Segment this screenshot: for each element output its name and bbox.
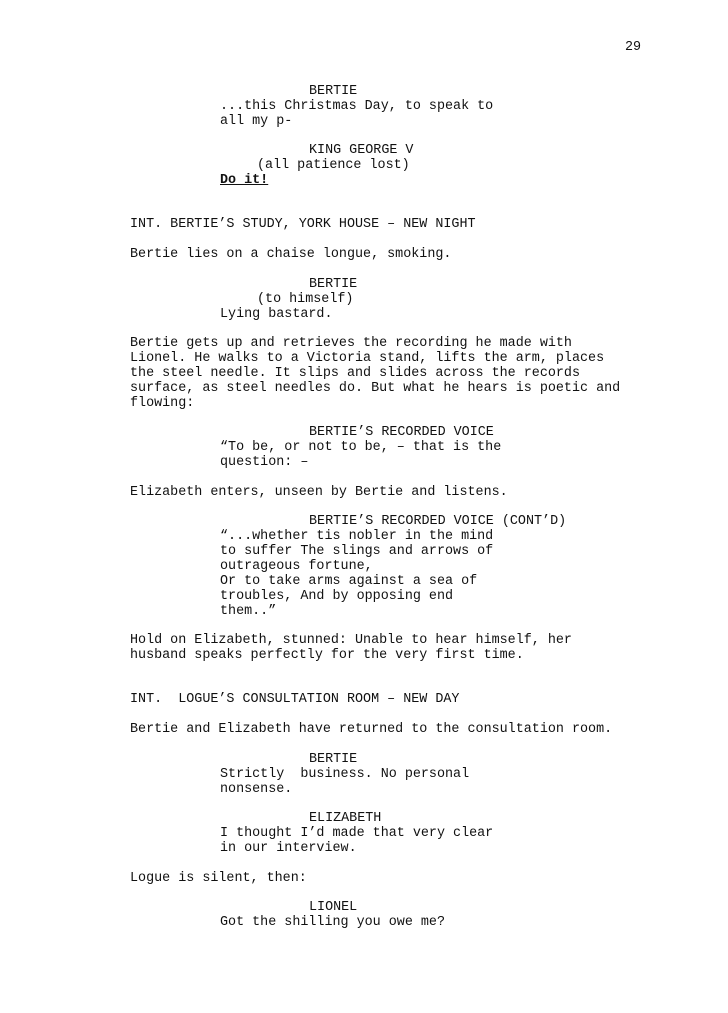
scene-heading: INT. LOGUE’S CONSULTATION ROOM – NEW DAY (130, 692, 460, 707)
dialogue-line: all my p- (220, 114, 293, 129)
dialogue-line: outrageous fortune, (220, 559, 373, 574)
dialogue-line: in our interview. (220, 841, 357, 856)
action-line: husband speaks perfectly for the very first time. (130, 648, 524, 663)
action-line: Bertie and Elizabeth have returned to the consultation room. (130, 722, 613, 737)
action-line: Logue is silent, then: (130, 871, 307, 886)
action-line: Lionel. He walks to a Victoria stand, lifts the arm, places (130, 351, 605, 366)
character-cue: KING GEORGE V (309, 143, 414, 158)
dialogue-line: “...whether tis nobler in the mind (220, 529, 494, 544)
dialogue-line: Lying bastard. (220, 307, 333, 322)
dialogue-line: “To be, or not to be, – that is the (220, 440, 502, 455)
dialogue-line: Strictly business. No personal (220, 767, 470, 782)
action-line: surface, as steel needles do. But what he hears is poetic and (130, 381, 621, 396)
page-number: 29 (625, 40, 642, 55)
character-cue: LIONEL (309, 900, 358, 915)
action-line: Elizabeth enters, unseen by Bertie and listens. (130, 485, 508, 500)
action-line: Hold on Elizabeth, stunned: Unable to hear himself, her (130, 633, 572, 648)
action-line: Bertie gets up and retrieves the recording he made with (130, 336, 572, 351)
dialogue-line: I thought I’d made that very clear (220, 826, 494, 841)
character-cue: BERTIE’S RECORDED VOICE (CONT’D) (309, 514, 567, 529)
action-line: Bertie lies on a chaise longue, smoking. (130, 247, 452, 262)
dialogue-line: nonsense. (220, 782, 293, 797)
parenthetical: (to himself) (257, 292, 354, 307)
character-cue: BERTIE (309, 277, 358, 292)
dialogue-line: troubles, And by opposing end (220, 589, 454, 604)
character-cue: BERTIE’S RECORDED VOICE (309, 425, 494, 440)
character-cue: ELIZABETH (309, 811, 382, 826)
dialogue-line: Or to take arms against a sea of (220, 574, 478, 589)
action-line: flowing: (130, 396, 195, 411)
scene-heading: INT. BERTIE’S STUDY, YORK HOUSE – NEW NIGHT (130, 217, 476, 232)
dialogue-line: question: – (220, 455, 309, 470)
character-cue: BERTIE (309, 752, 358, 767)
dialogue-line: ...this Christmas Day, to speak to (220, 99, 494, 114)
dialogue-line: them..” (220, 604, 277, 619)
character-cue: BERTIE (309, 84, 358, 99)
dialogue-line: to suffer The slings and arrows of (220, 544, 494, 559)
action-line: the steel needle. It slips and slides across the records (130, 366, 580, 381)
parenthetical: (all patience lost) (257, 158, 410, 173)
dialogue-line: Do it! (220, 173, 269, 188)
dialogue-line: Got the shilling you owe me? (220, 915, 445, 930)
